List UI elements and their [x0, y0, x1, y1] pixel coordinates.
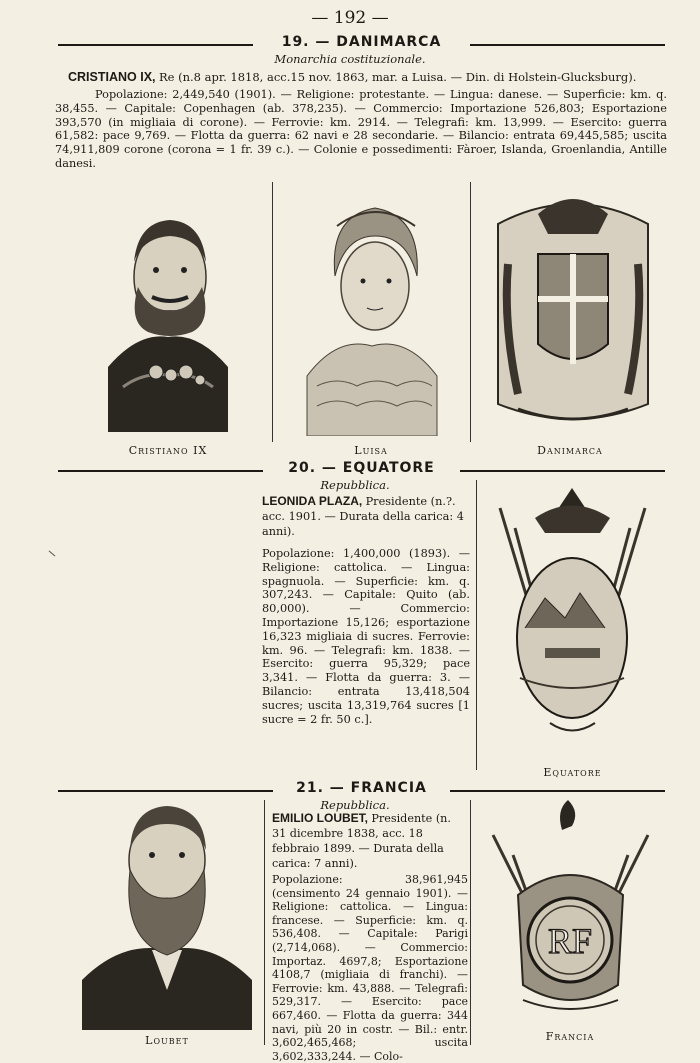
portrait-luisa	[277, 186, 467, 436]
caption-loubet: Loubet	[145, 1034, 189, 1047]
section-heading-danimarca: 19. — DANIMARCA	[58, 37, 665, 51]
ruler-line-francia	[272, 811, 468, 871]
ruler-details: Presidente (n.?. acc. 1901. — Durata della carica: 4 anni).	[262, 495, 464, 538]
column-divider	[272, 182, 273, 442]
ruler-details: Presidente (n. 31 dicembre 1838, acc. 18 febbraio 1899. — Durata della carica: 7 anni).	[272, 812, 451, 870]
column-divider	[264, 800, 265, 1045]
column-divider	[470, 182, 471, 442]
ruler-name: LEONIDA PLAZA,	[262, 494, 363, 508]
coat-of-arms-francia	[478, 795, 663, 1025]
section-body-equatore	[262, 494, 470, 726]
section-subheading: Repubblica.	[320, 798, 390, 812]
section-heading-francia: 21. — FRANCIA	[58, 783, 665, 797]
ruler-line-equatore	[262, 494, 470, 539]
caption-danimarca: Danimarca	[537, 444, 603, 457]
section-text-danimarca: Popolazione: 2,449,540 (1901). — Religione: protestante. — Lingua: danese. — Superficie: km. q. 38,455. — Capitale: Copenhagen (ab. 378,235). — Commercio: Importazione 526,803; Esportazione 393,570 (in migliaia di corone). — Ferrovie: km. 2914. — Telegrafi: km. 13,999. — Esercito: guerra 61,582: pace 9,769. — Flotta da guerra: 62 navi e 28 secondarie. — Bilancio: entrata 69,445,585; uscita 74,911,809 corone (corona = 1 fr. 39 c.). — Colonie e possedimenti: Fàroer, Islanda, Groenlandia, Antille danesi.	[55, 88, 667, 170]
ruler-name: EMILIO LOUBET,	[272, 811, 368, 825]
section-heading-equatore: 20. — EQUATORE	[58, 463, 665, 477]
emblem-letters: RF	[547, 921, 593, 961]
section-subheading: Monarchia costituzionale.	[274, 52, 426, 66]
caption-cristiano-ix: Cristiano IX	[128, 444, 208, 457]
ruler-name: CRISTIANO IX,	[68, 70, 156, 84]
column-divider	[476, 480, 477, 770]
stray-mark	[49, 551, 56, 557]
section-text-francia: Popolazione: 38,961,945 (censimento 24 gennaio 1901). — Religione: cattolica. — Lingua: francese. — Superficie: km. q. 536,408. — Capitale: Parigi (2,714,068). — Commercio: Importaz. 4697,8; Esportazione 4108,7 (migliaia di franchi). — Ferrovie: km. 43,888. — Telegrafi: 529,317. — Esercito: pace 667,460. — Flotta da guerra: 344 navi, più 20 in costr. — Bil.: entr. 3,602,465,468; uscita 3,602,333,244. — Colo-	[272, 873, 468, 1063]
section-text-equatore: Popolazione: 1,400,000 (1893). — Religione: cattolica. — Lingua: spagnuola. — Superficie: km. q. 307,243. — Capitale: Quito (ab. 80,000). — Commercio: Importazione 15,126; esportazione 16,323 migliaia di sucres. Ferrovie: km. 96. — Telegrafi: km. 1838. — Esercito: guerra 95,329; pace 3,341. — Flotta da guerra: 3. — Bilancio: entrata 13,418,504 sucres; uscita 13,319,764 sucres [1 sucre = 2 fr. 50 c.].	[262, 547, 470, 726]
section-subheading: Repubblica.	[320, 478, 390, 492]
coat-of-arms-danimarca	[478, 184, 668, 438]
section-body-francia	[272, 811, 468, 1063]
page-number: — 192 —	[311, 8, 389, 28]
caption-francia: Francia	[545, 1030, 595, 1043]
portrait-loubet	[72, 790, 262, 1030]
column-divider	[470, 800, 471, 1045]
coat-of-arms-equatore	[485, 478, 660, 763]
caption-luisa: Luisa	[354, 444, 388, 457]
portrait-cristiano-ix	[68, 192, 268, 432]
caption-equatore: Equatore	[543, 766, 602, 779]
ruler-line-danimarca	[68, 70, 668, 84]
ruler-details: Re (n.8 apr. 1818, acc.15 nov. 1863, mar. a Luisa. — Din. di Holstein-Glucksburg).	[159, 70, 637, 84]
